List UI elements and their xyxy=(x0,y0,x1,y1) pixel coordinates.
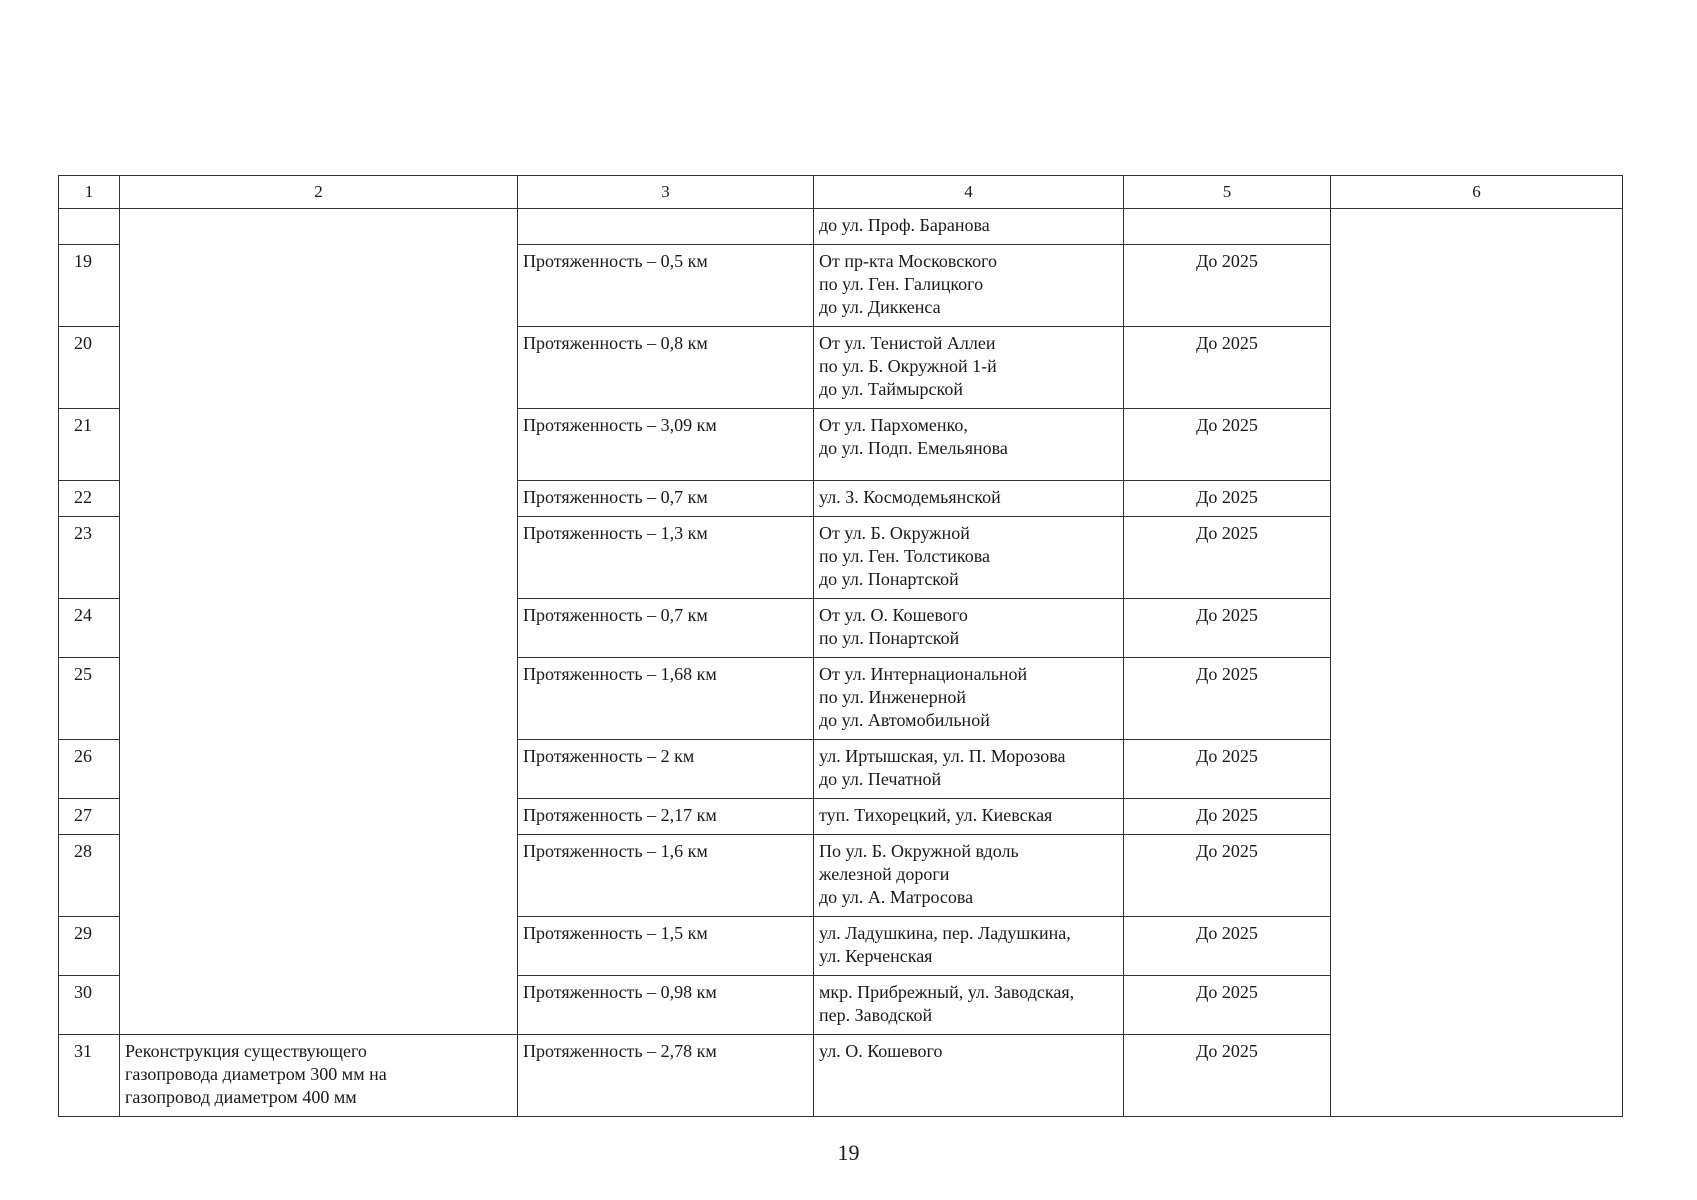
term-cell xyxy=(1124,209,1331,245)
row-number-cell: 29 xyxy=(59,917,120,976)
row-number-cell: 28 xyxy=(59,835,120,917)
term-cell: До 2025 xyxy=(1124,658,1331,740)
location-cell: до ул. Проф. Баранова xyxy=(814,209,1124,245)
term-cell: До 2025 xyxy=(1124,517,1331,599)
parameter-cell: Протяженность – 1,68 км xyxy=(518,658,814,740)
parameter-cell: Протяженность – 0,7 км xyxy=(518,481,814,517)
parameter-cell: Протяженность – 1,5 км xyxy=(518,917,814,976)
parameter-cell: Протяженность – 0,98 км xyxy=(518,976,814,1035)
term-cell: До 2025 xyxy=(1124,835,1331,917)
header-cell-5: 5 xyxy=(1124,176,1331,209)
location-cell: От пр-кта Московского по ул. Ген. Галицкого до ул. Диккенса xyxy=(814,245,1124,327)
parameter-cell: Протяженность – 1,6 км xyxy=(518,835,814,917)
term-cell: До 2025 xyxy=(1124,599,1331,658)
location-cell: мкр. Прибрежный, ул. Заводская, пер. Заводской xyxy=(814,976,1124,1035)
term-cell: До 2025 xyxy=(1124,799,1331,835)
row-number-cell xyxy=(59,209,120,245)
term-cell: До 2025 xyxy=(1124,740,1331,799)
location-cell: туп. Тихорецкий, ул. Киевская xyxy=(814,799,1124,835)
parameter-cell: Протяженность – 2,17 км xyxy=(518,799,814,835)
parameter-cell: Протяженность – 2 км xyxy=(518,740,814,799)
document-table xyxy=(58,175,1623,1117)
location-cell: ул. Ладушкина, пер. Ладушкина, ул. Керченская xyxy=(814,917,1124,976)
parameter-cell: Протяженность – 3,09 км xyxy=(518,409,814,481)
parameter-cell: Протяженность – 0,5 км xyxy=(518,245,814,327)
term-cell: До 2025 xyxy=(1124,409,1331,481)
location-cell: От ул. О. Кошевого по ул. Понартской xyxy=(814,599,1124,658)
header-cell-6: 6 xyxy=(1331,176,1623,209)
row-number-cell: 25 xyxy=(59,658,120,740)
row-number-cell: 19 xyxy=(59,245,120,327)
term-cell: До 2025 xyxy=(1124,917,1331,976)
term-cell: До 2025 xyxy=(1124,327,1331,409)
notes-merged-cell xyxy=(1331,209,1623,1117)
term-cell: До 2025 xyxy=(1124,481,1331,517)
parameter-cell xyxy=(518,209,814,245)
row-number-cell: 27 xyxy=(59,799,120,835)
table-header-row xyxy=(59,176,1623,209)
parameter-cell: Протяженность – 0,7 км xyxy=(518,599,814,658)
header-cell-4: 4 xyxy=(814,176,1124,209)
row-number-cell: 22 xyxy=(59,481,120,517)
location-cell: ул. З. Космодемьянской xyxy=(814,481,1124,517)
parameter-cell: Протяженность – 1,3 км xyxy=(518,517,814,599)
table-row-continuation xyxy=(59,209,1623,245)
location-cell: ул. О. Кошевого xyxy=(814,1035,1124,1117)
term-cell: До 2025 xyxy=(1124,1035,1331,1117)
object-name-cell: Реконструкция существующего газопровода диаметром 300 мм на газопровод диаметром 400 мм xyxy=(120,1035,518,1117)
row-number-cell: 30 xyxy=(59,976,120,1035)
header-cell-3: 3 xyxy=(518,176,814,209)
location-cell: От ул. Тенистой Аллеи по ул. Б. Окружной 1-й до ул. Таймырской xyxy=(814,327,1124,409)
row-number-cell: 23 xyxy=(59,517,120,599)
parameter-cell: Протяженность – 0,8 км xyxy=(518,327,814,409)
parameter-cell: Протяженность – 2,78 км xyxy=(518,1035,814,1117)
row-number-cell: 20 xyxy=(59,327,120,409)
page-number: 19 xyxy=(837,1140,860,1165)
object-name-merged-cell xyxy=(120,209,518,1035)
location-cell: ул. Иртышская, ул. П. Морозова до ул. Печатной xyxy=(814,740,1124,799)
row-number-cell: 21 xyxy=(59,409,120,481)
row-number-cell: 31 xyxy=(59,1035,120,1117)
row-number-cell: 26 xyxy=(59,740,120,799)
term-cell: До 2025 xyxy=(1124,245,1331,327)
location-cell: По ул. Б. Окружной вдоль железной дороги до ул. А. Матросова xyxy=(814,835,1124,917)
location-cell: От ул. Пархоменко, до ул. Подп. Емельянова xyxy=(814,409,1124,481)
location-cell: От ул. Интернациональной по ул. Инженерной до ул. Автомобильной xyxy=(814,658,1124,740)
header-cell-1: 1 xyxy=(59,176,120,209)
header-cell-2: 2 xyxy=(120,176,518,209)
term-cell: До 2025 xyxy=(1124,976,1331,1035)
row-number-cell: 24 xyxy=(59,599,120,658)
location-cell: От ул. Б. Окружной по ул. Ген. Толстикова до ул. Понартской xyxy=(814,517,1124,599)
